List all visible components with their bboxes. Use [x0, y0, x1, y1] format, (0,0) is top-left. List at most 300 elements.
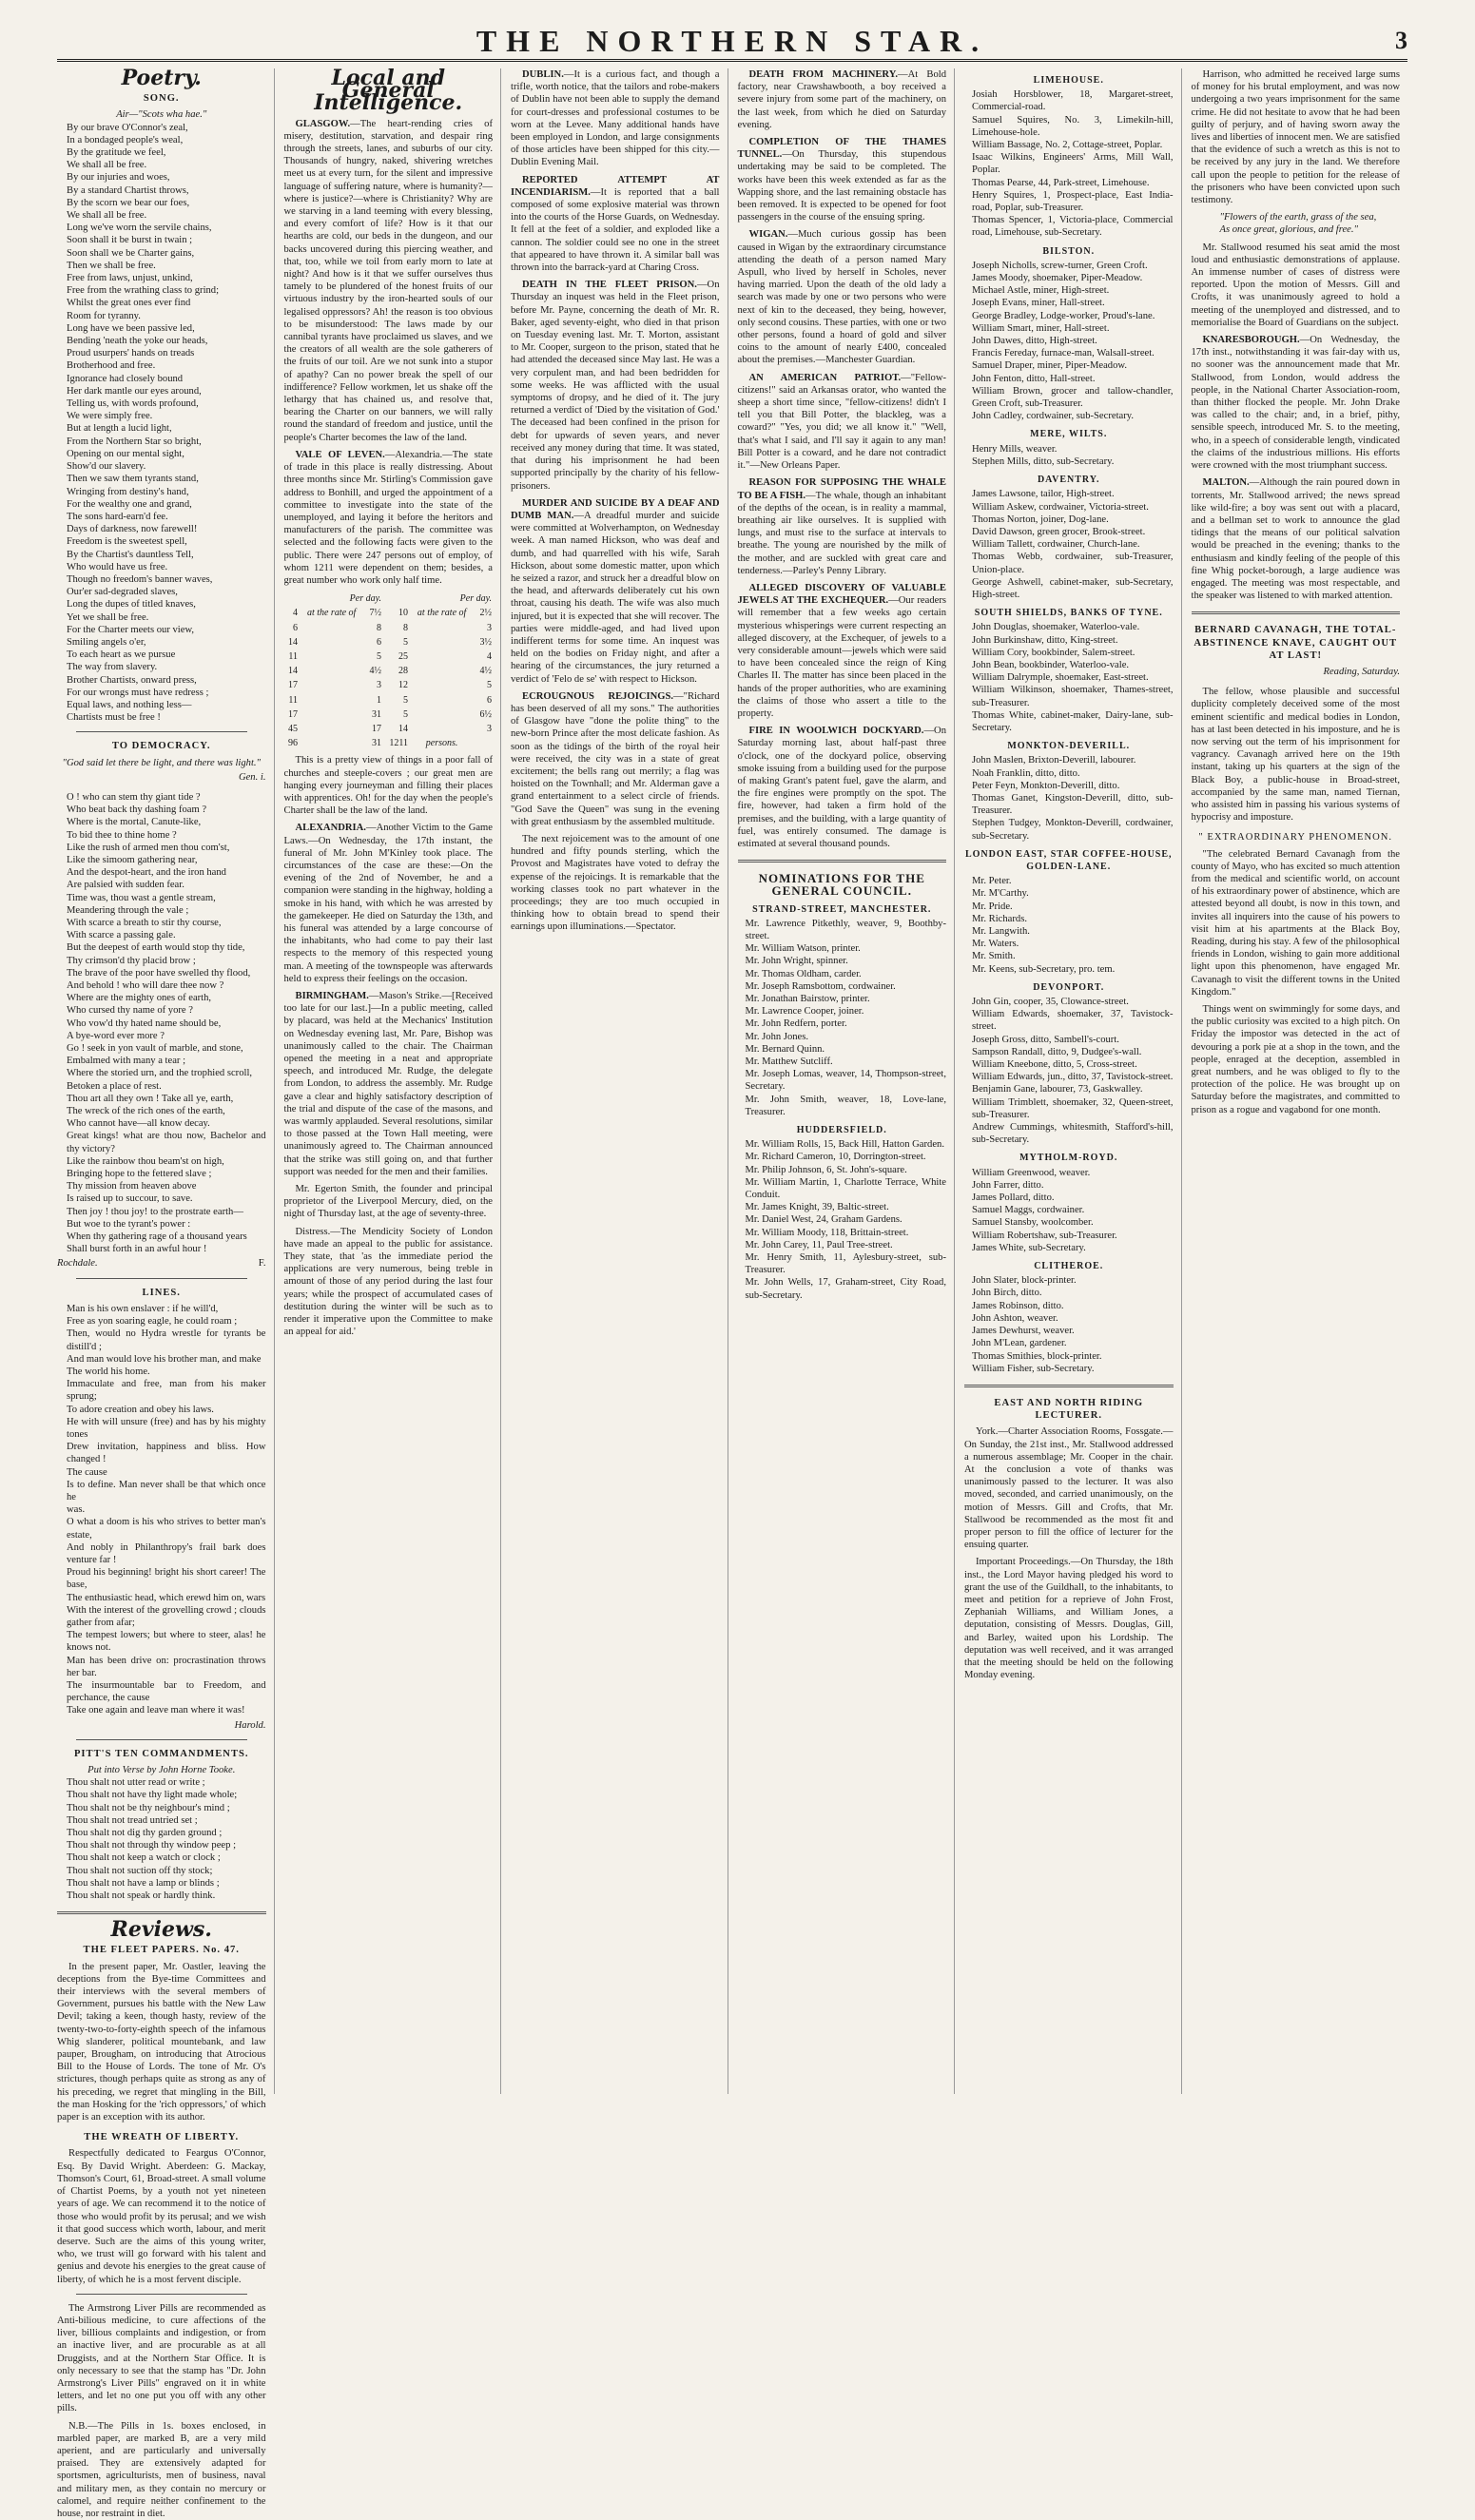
- verse-line: Great kings! what are thou now, Bachelor and thy victory?: [67, 1131, 266, 1154]
- table-cell: 6: [487, 694, 492, 706]
- table-row: [284, 708, 494, 722]
- malton-lead: MALTON.: [1202, 477, 1250, 489]
- nominee: Mr. Smith.: [972, 951, 1016, 962]
- divider: [738, 860, 947, 863]
- dublin-lead: DUBLIN.: [522, 69, 564, 80]
- table-cell: 25: [398, 650, 409, 662]
- verse-line: Thou art all they own ! Take all ye, earth,: [67, 1093, 234, 1104]
- column-1: [57, 66, 275, 2519]
- table-cell: 45: [288, 723, 299, 734]
- table-row: [284, 606, 494, 620]
- table-cell: 11: [288, 650, 299, 662]
- nominee: William Edwards, jun., ditto, 37, Tavistock-street.: [972, 1072, 1174, 1083]
- machinery-article: [738, 68, 947, 131]
- nominee: Mr. Peter.: [972, 876, 1012, 887]
- table-cell: 1211: [389, 738, 409, 749]
- verse-line: And behold ! who will dare thee now ?: [67, 980, 224, 992]
- table-cell: 3: [487, 723, 492, 734]
- nominations-title: NOMINATIONS FOR THE GENERAL COUNCIL.: [758, 871, 925, 899]
- stallwood-text: Mr. Stallwood resumed his seat amid the most loud and enthusiastic demonstrations of applause. An immense number of cases of distress were reported. Upon the motion of Messrs. Gill and Crofts, it was unanimously agreed to hold a meeting of the unemployed and distressed, and to memorialise the Board of Guardians on the subject.: [1191, 242, 1400, 328]
- verse-line: With scarce a passing gale.: [67, 930, 176, 941]
- lines-signature: Harold.: [234, 1719, 266, 1731]
- place-london: LONDON EAST, STAR COFFEE-HOUSE, GOLDEN-LANE.: [964, 848, 1173, 872]
- democracy-place: Rochdale.: [57, 1258, 98, 1270]
- nominee: James Pollard, ditto.: [972, 1192, 1055, 1204]
- verse-line: Ignorance had closely bound: [67, 373, 184, 384]
- nominee: Mr. Matthew Sutcliff.: [745, 1056, 833, 1068]
- verse-line: Thou shalt not be thy neighbour's mind ;: [67, 1802, 230, 1813]
- verse-line: Chartists must be free !: [67, 712, 161, 724]
- table-cell: 4½: [479, 666, 492, 677]
- birmingham-article: [284, 990, 494, 1178]
- nominee: Mr. James Knight, 39, Baltic-street.: [745, 1202, 889, 1213]
- incendiarism-lead: REPORTED ATTEMPT AT INCENDIARISM.: [511, 174, 720, 198]
- nominee: Thomas Spencer, 1, Victoria-place, Commercial road, Limehouse, sub-Secretary.: [972, 215, 1174, 239]
- verse-line: The world his home.: [67, 1366, 150, 1377]
- nominee: Francis Fereday, furnace-man, Walsall-street.: [972, 348, 1155, 359]
- alexandria-article: [284, 822, 494, 985]
- list-mere: [964, 443, 1174, 468]
- nominee: John Ashton, weaver.: [972, 1312, 1058, 1324]
- verse-line: In a bondaged people's weal,: [67, 134, 184, 145]
- nominee: Samuel Maggs, cordwainer.: [972, 1205, 1085, 1216]
- dublin-text: —It is a curious fact, and though a trifle, worth notice, that the tailors and robe-makers of Dublin have not been able to supply the demand for court-dresses and professional costumes to be worn at the Levee. Many additional hands have been employed in London, and large consignments of those articles have been shipped for this city.—Dublin Evening Mail.: [511, 69, 720, 168]
- machinery-text: —At Bold factory, near Crawshawbooth, a boy received a severe injury from some part of the machinery, on the last week, from which he died on Saturday evening.: [737, 69, 946, 130]
- verse-line: Thy mission from heaven above: [67, 1181, 197, 1192]
- table-cell: 3½: [479, 636, 492, 648]
- nominee: Mr. Richards.: [972, 913, 1027, 924]
- verse-line: Long we've worn the servile chains,: [67, 223, 212, 234]
- verse-line: For the wealthy one and grand,: [67, 498, 192, 510]
- verse-line: By the Chartist's dauntless Tell,: [67, 549, 194, 560]
- verse-line: Proud usurpers' hands on treads: [67, 348, 195, 359]
- rejoicings-text: —"Richard has been deserved of all my sons." The authorities of Glasgow have "done the polite thing" to the new-born Prince after the most delicate fashion. As soon as the tidings of the birth of the royal heir were received, the city was in a state of great excitement; the bells rang out merrily; a flag was hoisted on the Townhall; and Mr. Alderman gave a grand entertainment to a select circle of friends. "God Save the Queen" was sung in the evening with great enthusiasm by the assembled multitude.: [511, 690, 720, 827]
- nominee: John Burkinshaw, ditto, King-street.: [972, 634, 1118, 646]
- verse-line: By the scorn we bear our foes,: [67, 197, 190, 208]
- verse-line: Where the storied urn, and the trophied scroll,: [67, 1068, 253, 1079]
- table-cell: 3: [377, 680, 381, 691]
- verse-line: Whilst the great ones ever find: [67, 298, 191, 309]
- divider: [57, 1911, 266, 1914]
- machinery-lead: DEATH FROM MACHINERY.: [748, 69, 899, 80]
- lines-verses: [57, 1303, 266, 1717]
- fleet-prison-text: —On Thursday an inquest was held in the Fleet prison, before Mr. Payne, concerning the death of Mr. R. Baker, aged seventy-eight, who died in that prison on Tuesday evening last. Mr. T. Morton, assistant to Mr. Cooper, surgeon to the prison, stated that he had attended the deceased since May last. He was a very corpulent man, and had been bedridden for some weeks. He was afflicted with the usual symptoms of dropsy, and he died of it. The jury returned a verdict of 'Died by the visitation of God.' The deceased had been confined in the prison for debt for upwards of seven years, and never received any money during that time. It was stated, that during his imprisonment he had been supported principally by the charity of his fellow-prisoners.: [511, 280, 720, 492]
- nominee: William Cory, bookbinder, Salem-street.: [972, 647, 1135, 658]
- whale-article: [738, 476, 947, 577]
- nominee: Thomas Webb, cordwainer, sub-Treasurer, Union-place.: [972, 552, 1174, 575]
- nominee: Mr. Langwith.: [972, 926, 1030, 937]
- verse-line: Man is his own enslaver : if he will'd,: [67, 1303, 219, 1314]
- verse-line: Where are the mighty ones of earth,: [67, 993, 212, 1004]
- place-mytholm: MYTHOLM-ROYD.: [1019, 1153, 1118, 1164]
- alexandria-text: —Another Victim to the Game Laws.—On Wednesday, the 17th instant, the funeral of Mr. John M'Kinley took place. The circumstances of the case are these:—On the evening of the 2nd of November, he and a companion were standing in the highway, holding a smoke in his hand, with which he was arrested by the gamekeeper. He died on Saturday the 13th, and his funeral was attended by a large concourse of the inhabitants, who had come to pay their last respects to the memory of this respected young man. A meeting of the townspeople was afterwards held to express their feelings on the occasion.: [283, 823, 493, 984]
- bernard-title: BERNARD CAVANAGH, THE TOTAL-ABSTINENCE KNAVE, CAUGHT OUT AT LAST!: [1194, 625, 1398, 661]
- nominee: Mr. John Wells, 17, Graham-street, City Road, sub-Secretary.: [745, 1277, 946, 1301]
- verse-line: Time was, thou wast a gentle stream,: [67, 892, 216, 903]
- verse-line: Long the dupes of titled knaves,: [67, 599, 196, 611]
- table-cell: 1: [377, 694, 381, 706]
- table-cell: 17: [372, 723, 381, 734]
- verse-line: The insurmountable bar to Freedom, and perchance, the cause: [67, 1679, 266, 1704]
- verse-line: A bye-word ever more ?: [67, 1030, 165, 1041]
- nominee: James Lawsone, tailor, High-street.: [972, 489, 1115, 500]
- verse-line: Telling us, with words profound,: [67, 398, 199, 410]
- verse-line: And man would love his brother man, and make: [67, 1353, 262, 1365]
- nominee: William Kneebone, ditto, 5, Cross-street.: [972, 1059, 1137, 1071]
- nominee: Thomas Pearse, 44, Park-street, Limehouse.: [972, 177, 1150, 188]
- table-cell: 11: [288, 694, 299, 706]
- divider: [76, 2294, 247, 2295]
- table-cell: 4½: [369, 666, 381, 677]
- nominee: William Greenwood, weaver.: [972, 1167, 1091, 1178]
- place-daventry: DAVENTRY.: [1037, 475, 1100, 486]
- wigan-article: [738, 228, 947, 366]
- table-cell: persons.: [425, 738, 458, 749]
- verse-line: But the deepest of earth would stop thy tide,: [67, 942, 245, 954]
- table-cell: 14: [398, 723, 409, 734]
- nominee: Mr. John Jones.: [745, 1031, 809, 1042]
- divider: [76, 731, 247, 732]
- table-cell: 6½: [479, 708, 492, 720]
- table-cell: 3: [487, 622, 492, 633]
- flowers-verse-1: "Flowers of the earth, grass of the sea,: [1219, 212, 1377, 223]
- nominee: Mr. William Moody, 118, Brittain-street.: [745, 1227, 909, 1238]
- nominee: Mr. John Redfern, porter.: [745, 1018, 847, 1030]
- verse-line: Show'd our slavery.: [67, 461, 146, 473]
- nominee: Michael Astle, miner, High-street.: [972, 285, 1110, 297]
- place-clitheroe: CLITHEROE.: [1034, 1261, 1104, 1272]
- verse-line: Our'er sad-degraded slaves,: [67, 587, 178, 598]
- nominee: John M'Lean, gardener.: [972, 1338, 1067, 1349]
- verse-line: Man has been drive on: procrastination throws her bar.: [67, 1655, 266, 1678]
- table-cell: 2½: [479, 608, 492, 619]
- verse-line: But at length a lucid light,: [67, 423, 172, 435]
- dublin-article: [511, 68, 720, 169]
- nominations-place-2: HUDDERSFIELD.: [796, 1125, 887, 1136]
- commandments-attribution: Put into Verse by John Horne Tooke.: [87, 1765, 236, 1775]
- verse-line: Soon shall we be Charter gains,: [67, 247, 195, 259]
- verse-line: Take one again and leave man where it was!: [67, 1705, 245, 1716]
- newspaper-title: THE NORTHERN STAR.: [475, 24, 989, 58]
- nominee: William Robertshaw, sub-Treasurer.: [972, 1230, 1117, 1241]
- table-row: [284, 635, 494, 649]
- verse-line: The sons hard-earn'd fee.: [67, 511, 168, 522]
- nominee: David Dawson, green grocer, Brook-street.: [972, 526, 1146, 537]
- table-cell: 31: [372, 708, 381, 720]
- table-cell: 5: [377, 650, 381, 662]
- fleet-prison-lead: DEATH IN THE FLEET PRISON.: [522, 280, 697, 291]
- column-5: [964, 68, 1182, 2094]
- song-air: Air—"Scots wha hae.": [116, 109, 207, 121]
- important-proceedings-text: Important Proceedings.—On Thursday, the 18th inst., the Lord Mayor having pledged his word to grant the use of the Guildhall, to the inhabitants, to meet and petition for a reprieve of John Frost, Zephaniah Williams, and William Jones, a deputation, consisting of Messrs. Douglas, Gill, and Barley, waited upon his Lordship. The deputation was well received, and it was arranged that the meeting should be held on the following Monday evening.: [964, 1557, 1174, 1681]
- nominee: William Dalrymple, shoemaker, East-street.: [972, 672, 1149, 684]
- obituary-text: Mr. Egerton Smith, the founder and principal proprietor of the Liverpool Mercury, died, on the night of Thursday last, at the age of seventy-three.: [283, 1184, 493, 1220]
- table-row: [284, 693, 494, 708]
- verse-line: Are palsied with sudden fear.: [67, 880, 184, 891]
- nominee: William Wilkinson, shoemaker, Thames-street, sub-Treasurer.: [972, 685, 1174, 708]
- malton-article: [1192, 476, 1401, 602]
- verse-line: Immaculate and free, man from his maker sprung;: [67, 1379, 266, 1403]
- nominee: Mr. Lawrence Pitkethly, weaver, 9, Boothby-street.: [745, 918, 946, 941]
- place-limehouse: LIMEHOUSE.: [1033, 75, 1104, 86]
- nominee: Mr. William Watson, printer.: [745, 943, 861, 955]
- verse-line: Long have we been passive led,: [67, 322, 195, 334]
- table-cell: 14: [288, 666, 299, 677]
- verse-line: Soon shall it be burst in twain ;: [67, 235, 193, 246]
- murder-text: —A dreadful murder and suicide were committed at Wolverhampton, on Wednesday week. A man named Hickson, who was deaf and dumb, and had quarrelled with his wife, Sarah Hickson, about some domestic matter, upon which he seized a razor, and struck her a dreadful blow on the head, and afterwards deliberately cut his own throat, causing his death. The wife was also much injured, but it is expected that she will recover. The parties were middle-aged, and had lived upon indifferent terms for some time. An inquest was held on the bodies on Friday night, and after a hearing of the circumstances, the jury returned a verdict of 'Felo de se' with respect to Hickson.: [511, 510, 720, 685]
- verse-line: Brother Chartists, onward press,: [67, 674, 197, 686]
- verse-line: Thou shalt not utter read or write ;: [67, 1777, 205, 1789]
- vale-after-text: This is a pretty view of things in a poor fall of churches and steeple-covers ; our great men are hanging every journeyman and filling their places with apprentices. Oh! for the day when the people's Charter shall be the law of the land.: [283, 755, 493, 817]
- verse-line: The enthusiastic head, which erewd him on, wars: [67, 1592, 266, 1603]
- verse-line: With scarce a breath to stir thy course,: [67, 918, 222, 928]
- nominations-list-2: [738, 1138, 947, 1302]
- nominee: William Bassage, No. 2, Cottage-street, Poplar.: [972, 140, 1163, 151]
- table-cell: 31: [372, 738, 381, 749]
- list-clitheroe: [964, 1274, 1174, 1375]
- list-bilston: [964, 260, 1174, 423]
- table-cell: 96: [288, 738, 299, 749]
- verse-line: Yet we shall be free.: [67, 611, 149, 623]
- nominee: Stephen Tudgey, Monkton-Deverill, cordwainer, sub-Secretary.: [972, 818, 1174, 842]
- nominee: Stephen Mills, ditto, sub-Secretary.: [972, 456, 1115, 467]
- verse-line: Meandering through the vale ;: [67, 904, 189, 916]
- democracy-signature: F.: [258, 1258, 266, 1270]
- table-cell: 28: [398, 666, 409, 677]
- verse-line: For our wrongs must have redress ;: [67, 687, 209, 698]
- verse-line: Who would have us free.: [67, 561, 168, 572]
- verse-line: With the interest of the grovelling crowd ; clouds gather from afar;: [67, 1604, 266, 1628]
- nominee: William Edwards, shoemaker, 37, Tavistock-street.: [972, 1009, 1174, 1033]
- table-cell: 8: [403, 622, 409, 633]
- nominee: Mr. Joseph Ramsbottom, cordwainer.: [745, 980, 896, 992]
- rejoicings-article: [511, 690, 720, 828]
- table-cell: [299, 693, 364, 708]
- lecturer-text: York.—Charter Association Rooms, Fossgate.—On Sunday, the 21st inst., Mr. Stallwood addressed a numerous assemblage; Mr. Cooper in the chair. At the conclusion a vote of thanks was unanimously passed to the lecturer. It was also moved, seconded, and carried unanimously, on the motion of Messrs. Gill and Crofts, that Mr. Stallwood be recommended as the most fit and proper person to fill the office of lecturer for the ensuing quarter.: [964, 1426, 1174, 1551]
- table-cell: [409, 664, 475, 678]
- thames-lead: COMPLETION OF THE THAMES TUNNEL.: [737, 137, 946, 161]
- masthead: [57, 21, 1407, 62]
- malton-text: —Although the rain poured down in torrents, Mr. Stallwood arrived; the news spread like wild-fire; a boy was sent out with a placard, and a bellman set to work to announce the glad tidings that the means of our political salvation would be preached in the evening; thanks to the enthusiasm and kindly feeling of the people of this fine Whig pocket-borough, a large audience was engaged. The meeting was most respectable, and the speaker was listened to with marked attention.: [1191, 477, 1400, 602]
- column-6: [1192, 68, 1408, 2094]
- nominee: James White, sub-Secretary.: [972, 1242, 1086, 1253]
- table-row: [284, 736, 494, 750]
- verse-line: Where is the mortal, Canute-like,: [67, 817, 202, 828]
- patriot-lead: AN AMERICAN PATRIOT.: [748, 372, 902, 383]
- whale-text: —The whale, though an inhabitant of the depths of the ocean, is in reality a mammal, breathing air like ourselves. It is supplied with lungs, and must rise to the surface at intervals to breathe. The young are nourished by the milk of the mother, and are suckled with great care and tenderness.—Parley's Penny Library.: [737, 490, 946, 576]
- list-south-shields: [964, 621, 1174, 734]
- table-cell: [409, 708, 475, 722]
- verse-line: Bending 'neath the yoke our heads,: [67, 336, 208, 347]
- table-body: [284, 606, 494, 750]
- distress-text: Distress.—The Mendicity Society of London have made an appeal to the public for assistance. They state, that 'as the immediate period the applications are very numerous, being treble in amount of those of any period during the last four years; while the prospect of accumulated cases of destitution during the winter will be such as to render it imperative upon the Committee to make an appeal for aid.': [283, 1226, 493, 1338]
- verse-line: Free from the wrathing class to grind;: [67, 285, 220, 297]
- unemployed-table: [284, 591, 494, 750]
- nominee: Josiah Horsblower, 18, Margaret-street, Commercial-road.: [972, 89, 1174, 113]
- verse-line: To each heart as we pursue: [67, 649, 176, 661]
- list-mytholm: [964, 1167, 1174, 1254]
- verse-line: And nobly in Philanthropy's frail bark does venture far !: [67, 1541, 266, 1565]
- nominee: Mr. Lawrence Cooper, joiner.: [745, 1006, 864, 1018]
- democracy-verses: [57, 791, 266, 1256]
- nominee: John Maslen, Brixton-Deverill, labourer.: [972, 755, 1136, 766]
- nominee: Mr. Henry Smith, 11, Aylesbury-street, sub-Treasurer.: [745, 1252, 946, 1276]
- nominee: Sampson Randall, ditto, 9, Dudgee's-wall.: [972, 1046, 1142, 1057]
- nominee: John Fenton, ditto, Hall-street.: [972, 373, 1096, 384]
- nominee: Mr. John Carey, 11, Paul Tree-street.: [745, 1239, 893, 1250]
- nominee: George Ashwell, cabinet-maker, sub-Secretary, High-street.: [972, 576, 1174, 600]
- nominee: Henry Mills, weaver.: [972, 443, 1058, 455]
- nominee: John Birch, ditto.: [972, 1288, 1042, 1299]
- column-2: [284, 68, 502, 2094]
- glasgow-article: [284, 118, 494, 444]
- table-cell: [299, 621, 364, 635]
- nominee: James Robinson, ditto.: [972, 1300, 1064, 1311]
- table-cell: 5: [487, 680, 492, 691]
- verse-line: Then, would no Hydra wrestle for tyrants be distill'd ;: [67, 1328, 266, 1352]
- extraordinary-after-text: Things went on swimmingly for some days, and the public curiosity was excited to a high pitch. On Friday the impostor was detected in the act of devouring a pork pie at a shop in the town, and the people, enraged at the deception, assembled in great numbers, and he was obliged to fly to the protection of the police. He was brought up on Saturday before the magistrates, and committed to prison as a rogue and vagabond for one month.: [1191, 1004, 1400, 1115]
- table-header-right: Per day.: [459, 593, 492, 605]
- nominee: Noah Franklin, ditto, ditto.: [972, 767, 1080, 779]
- verse-line: Who cursed thy name of yore ?: [67, 1005, 193, 1017]
- list-london: [964, 875, 1174, 976]
- verse-line: Thou shalt not through thy window peep ;: [67, 1840, 237, 1851]
- table-cell: 17: [288, 680, 299, 691]
- verse-line: Who beat back thy dashing foam ?: [67, 804, 207, 816]
- verse-line: O ! who can stem thy giant tide ?: [67, 791, 201, 803]
- nominee: Mr. Philip Johnson, 6, St. John's-square.: [745, 1164, 907, 1175]
- verse-line: Is raised up to succour, to save.: [67, 1193, 193, 1205]
- verse-line: Days of darkness, now farewell!: [67, 524, 198, 535]
- knaresborough-text: —On Wednesday, the 17th inst., notwithstanding it was fair-day with us, no sooner was the announcement made that Mr. Stallwood, from London, would address the people, in the National Charter Association-room, than thither flocked the people. Mr. John Drake was called to the chair; and, in a brief, pithy, sensible speech, introduced Mr. S. to the meeting, who, in a speech of considerable length, vindicated the claims of the industrious millions. His efforts were crowned with the most triumphant success.: [1191, 335, 1400, 472]
- nominee: Joseph Gross, ditto, Sambell's-court.: [972, 1034, 1119, 1045]
- table-cell: 6: [293, 622, 299, 633]
- poetry-heading: Poetry.: [121, 66, 202, 90]
- nominee: John Gin, cooper, 35, Clowance-street.: [972, 997, 1129, 1008]
- nominee: Thomas Smithies, block-printer.: [972, 1350, 1102, 1362]
- rejoicings-after-text: The next rejoicement was to the amount of one hundred and fifty pounds sterling, which the Provost and Magistrates have voted to defray the expense of the rejoicings. It is remarkable that the working classes took no part whatever in the proceedings; they are too much occupied in thinking how to obtain bread to spend their earnings upon illuminations.—Spectator.: [511, 833, 720, 933]
- verse-line: Opening on our mental sight,: [67, 448, 184, 459]
- place-mere: MERE, WILTS.: [1030, 429, 1108, 440]
- table-cell: [475, 736, 493, 750]
- table-cell: 6: [377, 636, 381, 648]
- table-row: [284, 678, 494, 692]
- wreath-title: THE WREATH OF LIBERTY.: [84, 2132, 240, 2143]
- incendiarism-text: —It is reported that a ball composed of some explosive material was thrown into the courts of the Horse Guards, on Wednesday. It fell at the feet of a soldier, and exploded like a cannon. The soldier could see no one in the street that appeared to have thrown it. A similar ball was thrown into the barrack-yard at Charing Cross.: [511, 186, 720, 274]
- verse-line: Like the simoom gathering near,: [67, 854, 198, 865]
- nominee: Samuel Stansby, woolcomber.: [972, 1217, 1094, 1229]
- nominee: Mr. M'Carthy.: [972, 888, 1029, 900]
- verse-line: The way from slavery.: [67, 662, 158, 673]
- list-monkton: [964, 754, 1174, 842]
- list-limehouse: [964, 88, 1174, 239]
- fleet-papers-text: In the present paper, Mr. Oastler, leaving the deceptions from the Bye-time Committees and their interviews with the several members of Government, pursues his battle with the New Law Devil; taking a keen, though hasty, review of the twenty-two-to-forty-eighth speech of the infamous Whig slanderer, political mountebank, and law pauper, Brougham, on introducing that Atrocious Bill to the House of Lords. The tone of Mr. O's strictures, though perhaps quite as strong as any of his preceding, we regret that mingling in the Bill, the man Hosking for the 'rich oppressors,' of which paper is an exception with its author.: [57, 1961, 266, 2123]
- verse-line: By our injuries and woes,: [67, 172, 170, 184]
- table-cell: 5: [403, 708, 409, 720]
- democracy-epigraph: "God said let there be light, and there was light.": [62, 757, 261, 768]
- nominee: John Dawes, ditto, High-street.: [972, 336, 1097, 347]
- wigan-lead: WIGAN.: [748, 229, 788, 241]
- place-bilston: BILSTON.: [1042, 245, 1096, 257]
- bernard-text: The fellow, whose plausible and successful duplicity completely deceived some of the most eminent scientific and medical bodies in London, has at last been detected in his imposture, and he is now serving out the term of his imprisonment for vagrancy. Cavanagh arrived here on the 19th instant, taking up his quarters at the sign of the Black Boy, a public-house in Broad-street, accompanied by the same man, named Tiernan, who assisted him in passing his various systems of hypocrisy and imposture.: [1191, 687, 1400, 824]
- patriot-article: [738, 372, 947, 473]
- table-row: [284, 664, 494, 678]
- nominee: William Smart, miner, Hall-street.: [972, 322, 1110, 334]
- verse-line: Then we shall be free.: [67, 260, 156, 271]
- divider: [1192, 611, 1401, 614]
- verse-line: Equal laws, and nothing less—: [67, 699, 192, 710]
- table-cell: 4: [487, 650, 492, 662]
- commandments-title: PITT'S TEN COMMANDMENTS.: [73, 1748, 249, 1759]
- woolwich-lead: FIRE IN WOOLWICH DOCKYARD.: [748, 726, 924, 737]
- verse-line: Who cannot have—all know decay.: [67, 1118, 210, 1130]
- knaresborough-article: [1192, 334, 1401, 472]
- commandments-lines: [57, 1776, 266, 1902]
- verse-line: By a standard Chartist throws,: [67, 184, 189, 196]
- verse-line: He with will unsure (free) and has by his mighty tones: [67, 1416, 266, 1440]
- jewels-lead: ALLEGED DISCOVERY OF VALUABLE JEWELS AT THE EXCHEQUER.: [737, 582, 946, 607]
- lines-title: LINES.: [142, 1287, 181, 1298]
- nominations-list-1: [738, 918, 947, 1118]
- verse-line: Like the rainbow thou beam'st on high,: [67, 1155, 224, 1167]
- murder-article: [511, 497, 720, 686]
- place-monkton: MONKTON-DEVERILL.: [1007, 741, 1131, 752]
- verse-line: Then joy ! thou joy! to the prostrate earth—: [67, 1206, 243, 1217]
- woolwich-article: [738, 725, 947, 850]
- table-cell: at the rate of: [417, 608, 467, 619]
- verse-line: Thou shalt not have thy light made whole;: [67, 1790, 238, 1801]
- nominee: Mr. Waters.: [972, 939, 1019, 950]
- nominee: Thomas Norton, joiner, Dog-lane.: [972, 514, 1109, 525]
- nominee: Samuel Draper, miner, Piper-Meadow.: [972, 360, 1127, 372]
- verse-line: The wreck of the rich ones of the earth,: [67, 1106, 225, 1117]
- fleet-papers-title: THE FLEET PAPERS. No. 47.: [83, 1945, 240, 1956]
- reviews-heading: Reviews.: [110, 1917, 212, 1943]
- verse-line: Like the rush of armed men thou com'st,: [67, 842, 230, 853]
- rejoicings-lead: ECROUGNOUS REJOICINGS.: [522, 690, 674, 702]
- verse-line: Thy crimson'd thy placid brow ;: [67, 955, 196, 966]
- nominee: William Tallett, cordwainer, Church-lane.: [972, 539, 1140, 551]
- verse-line: Thou shalt not dig thy garden ground ;: [67, 1828, 223, 1839]
- table-cell: [409, 722, 475, 736]
- verse-line: Thou shalt not tread untried set ;: [67, 1814, 198, 1826]
- wreath-text: Respectfully dedicated to Feargus O'Connor, Esq. By David Wright. Aberdeen: G. Mackay, Thomson's Court, 61, Broad-street. A small volume of Chartist Poems, by a youth not yet nineteen years of age. We can recommend it to the notice of those who would profit by its perusal; and we wish it that good success which worth, labour, and merit deserve. Such are the aims of this young writer, who, we trust will go forward with his talent and genius and devote his energies to the great cause of liberty, of which he is a most fervent disciple.: [57, 2148, 266, 2285]
- verse-line: By the gratitude we feel,: [67, 147, 166, 159]
- list-daventry: [964, 488, 1174, 601]
- table-cell: [409, 693, 475, 708]
- page-number: 3: [1395, 27, 1407, 54]
- verse-line: Thou shalt not have a lamp or blinds ;: [67, 1877, 220, 1889]
- nominee: John Farrer, ditto.: [972, 1179, 1044, 1191]
- glasgow-lead: GLASGOW.: [295, 118, 351, 129]
- vale-text: —Alexandria.—The state of trade in this place is really distressing. About three months since Mr. Stirling's Commission gave address to Bonhill, and urged the appointment of a committee to investigate into the state of the unemployed, and laying it before the heritors and manufacturers of the parish. The committee was selected and the following facts were given to the public. There were 247 persons out of employ, of whom 1211 were dependent on them; besides, a great number who work only half time.: [283, 449, 493, 586]
- nominee: Henry Squires, 1, Prospect-place, East India-road, Poplar, sub-Treasurer.: [972, 189, 1174, 214]
- nominee: Samuel Squires, No. 3, Limekiln-hill, Limehouse-hole.: [972, 114, 1174, 138]
- nominee: Mr. Daniel West, 24, Graham Gardens.: [745, 1214, 902, 1226]
- table-cell: 7½: [369, 608, 381, 619]
- table-cell: [299, 635, 364, 649]
- table-cell: [409, 635, 475, 649]
- verse-line: To bid thee to thine home ?: [67, 829, 177, 841]
- nominee: Mr. William Rolls, 15, Back Hill, Hatton Garden.: [745, 1139, 944, 1151]
- nominee: John Cadley, cordwainer, sub-Secretary.: [972, 411, 1134, 422]
- verse-line: Room for tyranny.: [67, 310, 141, 321]
- whale-lead: REASON FOR SUPPOSING THE WHALE TO BE A FISH.: [737, 477, 946, 501]
- verse-line: We shall all be free.: [67, 160, 147, 171]
- democracy-epigraph-ref: Gen. i.: [238, 771, 266, 783]
- verse-line: For the Charter meets our view,: [67, 624, 195, 635]
- columns: [57, 66, 1407, 2519]
